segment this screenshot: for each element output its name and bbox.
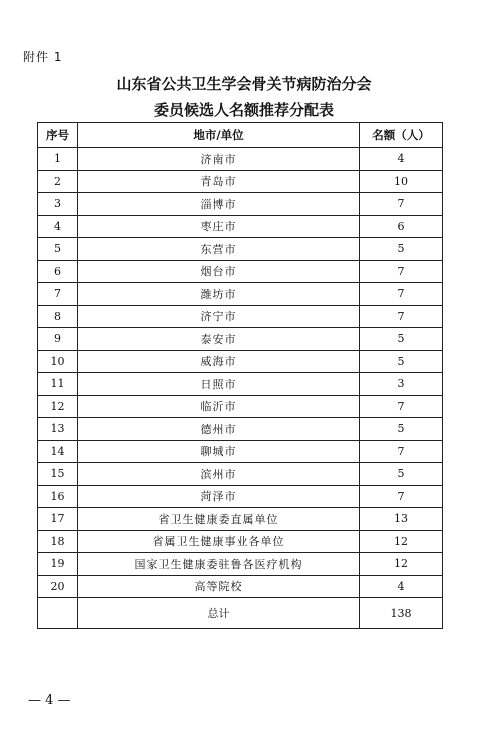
unit-name: 东营市 (78, 238, 360, 261)
quota-value: 5 (360, 238, 443, 261)
unit-name: 高等院校 (78, 575, 360, 598)
unit-name: 威海市 (78, 350, 360, 373)
table-row (38, 238, 443, 261)
quota-value: 5 (360, 418, 443, 441)
total-quota: 138 (360, 598, 443, 629)
unit-name: 淄博市 (78, 193, 360, 216)
quota-value: 12 (360, 530, 443, 553)
row-number: 12 (38, 395, 78, 418)
header-no: 序号 (38, 123, 78, 148)
table-row (38, 463, 443, 486)
row-number: 2 (38, 170, 78, 193)
unit-name: 枣庄市 (78, 215, 360, 238)
unit-name: 滨州市 (78, 463, 360, 486)
unit-name: 省卫生健康委直属单位 (78, 508, 360, 531)
unit-name: 济宁市 (78, 305, 360, 328)
quota-value: 7 (360, 260, 443, 283)
quota-value: 12 (360, 553, 443, 576)
unit-name: 潍坊市 (78, 283, 360, 306)
total-row (38, 598, 443, 629)
quota-value: 4 (360, 575, 443, 598)
quota-value: 10 (360, 170, 443, 193)
quota-value: 5 (360, 328, 443, 351)
row-number: 7 (38, 283, 78, 306)
header-quota: 名额（人） (360, 123, 443, 148)
row-number: 6 (38, 260, 78, 283)
table-row (38, 350, 443, 373)
table-row (38, 260, 443, 283)
unit-name: 德州市 (78, 418, 360, 441)
row-number: 15 (38, 463, 78, 486)
quota-value: 7 (360, 440, 443, 463)
table-header-row (38, 123, 443, 148)
quota-value: 7 (360, 305, 443, 328)
unit-name: 日照市 (78, 373, 360, 396)
row-number: 1 (38, 148, 78, 171)
quota-value: 7 (360, 395, 443, 418)
table-row (38, 418, 443, 441)
unit-name: 省属卫生健康事业各单位 (78, 530, 360, 553)
row-number: 20 (38, 575, 78, 598)
table-row (38, 328, 443, 351)
header-unit: 地市/单位 (78, 123, 360, 148)
unit-name: 聊城市 (78, 440, 360, 463)
row-number: 18 (38, 530, 78, 553)
table-row (38, 283, 443, 306)
quota-value: 7 (360, 485, 443, 508)
row-number: 13 (38, 418, 78, 441)
table-row (38, 373, 443, 396)
row-number: 5 (38, 238, 78, 261)
page-number: — 4 — (28, 693, 71, 708)
quota-value: 7 (360, 193, 443, 216)
table-row (38, 440, 443, 463)
unit-name: 烟台市 (78, 260, 360, 283)
quota-value: 3 (360, 373, 443, 396)
row-number: 17 (38, 508, 78, 531)
table-row (38, 148, 443, 171)
quota-value: 5 (360, 463, 443, 486)
table-row (38, 485, 443, 508)
unit-name: 济南市 (78, 148, 360, 171)
row-number: 3 (38, 193, 78, 216)
row-number: 8 (38, 305, 78, 328)
unit-name: 国家卫生健康委驻鲁各医疗机构 (78, 553, 360, 576)
total-empty-cell (38, 598, 78, 629)
quota-value: 5 (360, 350, 443, 373)
document-title-line1: 山东省公共卫生学会骨关节病防治分会 (116, 75, 372, 93)
document-title-line2: 委员候选人名额推荐分配表 (153, 101, 334, 119)
table-body (38, 148, 443, 629)
unit-name: 泰安市 (78, 328, 360, 351)
table-row (38, 215, 443, 238)
table-row (38, 553, 443, 576)
row-number: 14 (38, 440, 78, 463)
row-number: 9 (38, 328, 78, 351)
quota-value: 6 (360, 215, 443, 238)
quota-value: 13 (360, 508, 443, 531)
total-label: 总计 (78, 598, 360, 629)
table-row (38, 395, 443, 418)
table-row (38, 305, 443, 328)
quota-value: 4 (360, 148, 443, 171)
unit-name: 青岛市 (78, 170, 360, 193)
quota-value: 7 (360, 283, 443, 306)
table-row (38, 170, 443, 193)
quota-allocation-table (37, 122, 443, 629)
table-row (38, 508, 443, 531)
row-number: 19 (38, 553, 78, 576)
row-number: 10 (38, 350, 78, 373)
unit-name: 临沂市 (78, 395, 360, 418)
row-number: 11 (38, 373, 78, 396)
table-row (38, 530, 443, 553)
row-number: 4 (38, 215, 78, 238)
unit-name: 菏泽市 (78, 485, 360, 508)
attachment-label: 附件 1 (23, 50, 63, 64)
table-row (38, 575, 443, 598)
table-row (38, 193, 443, 216)
row-number: 16 (38, 485, 78, 508)
